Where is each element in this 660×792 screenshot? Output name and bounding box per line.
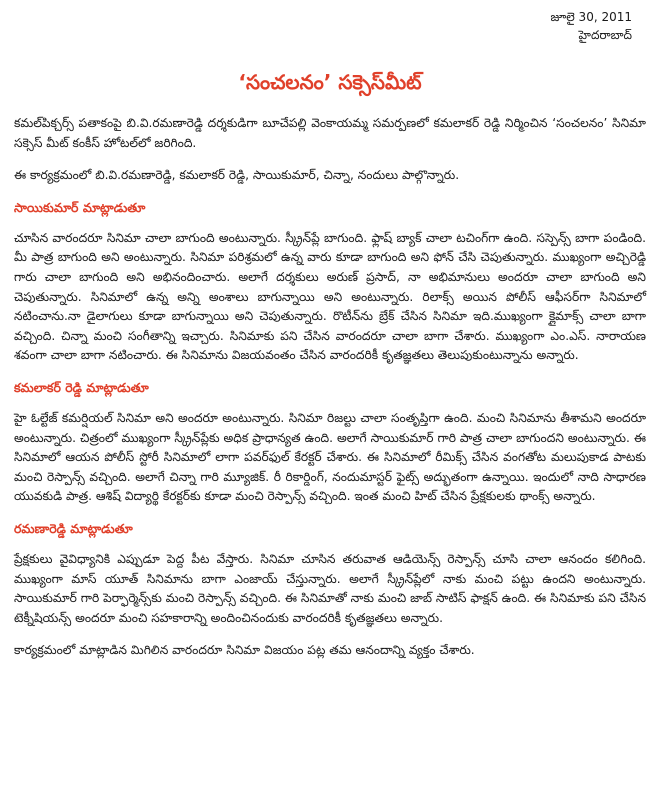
- intro-paragraph: కమల్‌పిక్చర్స్ పతాకంపై బి.వి.రమణారెడ్డి దర్శకుడిగా బూచేపల్లి వెంకాయమ్మ సమర్పణలో కమలాకర్ రెడ్డి నిర్మించిన ‘సంచలనం’ సినిమా సక్సెస్ మీట్ కంకీస్ హోటల్‌లో జరిగింది.: [14, 116, 646, 150]
- section-heading-ramanareddy: రమణారెడ్డి మాట్లాడుతూ: [14, 520, 133, 536]
- attendees-paragraph: ఈ కార్యక్రమంలో బి.వి.రమణారెడ్డి, కమలాకర్ రెడ్డి, సాయికుమార్, చిన్నా, నందులు పాల్గొన్నారు.: [14, 168, 460, 183]
- section-body-saikumar: చూసిన వారందరూ సినిమా చాలా బాగుంది అంటున్నారు. స్క్రీన్‌ప్లే బాగుంది. ఫ్లాష్ బ్యాక్ చాలా టచింగ్‌గా ఉంది. సస్పెన్స్ బాగా పండింది. మీ పాత్ర బాగుంది అని అంటున్నారు. సినిమా పరిశ్రమలో ఉన్న వారు కూడా బాగుంది అని ఫోన్ చేసి చెపుతున్నారు. ముఖ్యంగా అచ్చిరెడ్డి గారు చాలా బాగుంది అని అభినందించారు. అలాగే దర్శకులు అరుణ్ ప్రసాద్, నా అభిమానులు అందరూ చాలా బాగుంది అని చెపుతున్నారు. సినిమాలో ఉన్న అన్ని అంశాలు బాగున్నాయి అని అంటున్నారు. రిలాక్స్ అయిన పోలీస్ ఆఫీసర్‌గా సినిమాలో నటించాను.నా డైలాగులు కూడా బాగున్నాయి అని చెపుతున్నారు. రొటీన్‌ను బ్రేక్ చేసిన సినిమా ఇది.ముఖ్యంగా క్లైమాక్స్ చాలా బాగా వచ్చింది. చిన్నా మంచి సంగీతాన్ని ఇచ్చారు. సినిమాకు పని చేసిన వారందరూ చాలా బాగా చేశారు. ముఖ్యంగా ఎం.ఎస్. నారాయణ శవంగా చాలా బాగా నటించారు. ఈ సినిమాను విజయవంతం చేసిన వారందరికీ కృతజ్ఞతలు తెలుపుకుంటున్నాను అన్నారు.: [14, 230, 646, 363]
- section-heading-kamalakar: కమలాకర్ రెడ్డి మాట్లాడుతూ: [14, 379, 149, 395]
- dateline: [14, 8, 646, 44]
- page-title: ‘సంచలనం’ సక్సెస్‌మీట్: [238, 70, 422, 94]
- section-body-ramanareddy: ప్రేక్షకులు వైవిధ్యానికి ఎప్పుడూ పెద్ద పీట వేస్తారు. సినిమా చూసిన తరువాత ఆడియెన్స్ రెస్పాన్స్ చూసి చాలా ఆనందం కలిగింది. ముఖ్యంగా మాస్ యూత్ సినిమాను బాగా ఎంజాయ్ చేస్తున్నారు. అలాగే స్క్రీన్‌ప్లేలో నాకు మంచి పట్టు ఉందని అంటున్నారు. సాయికుమార్ గారి పెర్ఫార్మెన్స్‌కు మంచి రెస్పాన్స్ వచ్చింది. ఈ సినిమాతో నాకు మంచి జాబ్ సాటిస్ ఫాక్షన్ ఉంది. ఈ సినిమాకు పని చేసిన టెక్నీషియన్స్ అందరూ మంచి సహకారాన్ని అందించినందుకు వారందరికీ కృతజ్ఞతలు అన్నారు.: [14, 551, 647, 625]
- date-text: జూలై 30, 2011: [550, 10, 632, 24]
- place-text: హైదరాబాద్: [578, 28, 632, 42]
- section-body-kamalakar: హై ఓల్టేజ్ కమర్షియల్ సినిమా అని అందరూ అంటున్నారు. సినిమా రిజల్టు చాలా సంతృప్తిగా ఉంది. మంచి సినిమాను తీశామని అందరూ అంటున్నారు. చిత్రంలో ముఖ్యంగా స్క్రీన్‌ప్లేకు అధిక ప్రాధాన్యత ఉంది. అలాగే సాయికుమార్ గారి పాత్ర చాలా బాగుందని అంటున్నారు. ఈ సినిమాలో ఆయన పోలీస్ స్టోరీ సినిమాలో లాగా పవర్‌ఫుల్ కేరక్టర్ చేశారు. ఈ సినిమాలో రీమిక్స్ చేసిన వంగతోట మలుపుకాడ పాటకు మంచి రెస్పాన్స్ వచ్చింది. అలాగే చిన్నా గారి మ్యూజిక్. రీ రికార్డింగ్, నందుమాస్టర్ ఫైట్స్ అద్భుతంగా ఉన్నాయి. ఇందులో నాది సాధారణ యువకుడి పాత్ర. ఆశిష్ విద్యార్థి కేరక్టర్‌కు కూడా మంచి రెస్పాన్స్ వచ్చింది. ఇంత మంచి హిట్ చేసిన ప్రేక్షకులకు థాంక్స్ అన్నారు.: [14, 410, 646, 504]
- section-heading-saikumar: సాయికుమార్ మాట్లాడుతూ: [14, 199, 146, 215]
- closing-paragraph: కార్యక్రమంలో మాట్లాడిన మిగిలిన వారందరూ సినిమా విజయం పట్ల తమ ఆనందాన్ని వ్యక్తం చేశారు.: [14, 643, 475, 658]
